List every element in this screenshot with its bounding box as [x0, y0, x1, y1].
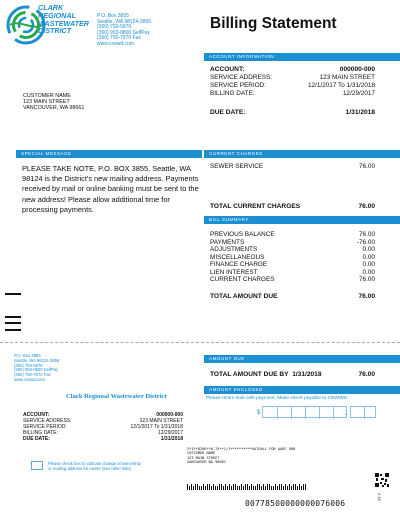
stub-org-name: Clark Regional Wastewater District	[66, 393, 167, 400]
fold-mark	[5, 293, 21, 295]
summary-row: CURRENT CHARGES 76.00	[210, 276, 375, 283]
fold-mark	[5, 316, 21, 318]
scan-line: 00778500000000076006	[245, 499, 346, 508]
bill-summary-header: BILL SUMMARY	[204, 216, 400, 224]
summary-row: PREVIOUS BALANCE 76.00	[210, 231, 375, 238]
service-address: 123 MAIN STREET	[319, 74, 375, 81]
summary-row: LIEN INTEREST 0.00	[210, 268, 375, 276]
postal-barcode-icon	[187, 484, 307, 490]
due-date: 1/31/2018	[345, 109, 375, 116]
summary-row: ADJUSTMENTS 0.00	[210, 246, 375, 253]
account-number: 000000-000	[339, 66, 375, 73]
charge-item: SEWER SERVICE 76.00	[210, 163, 375, 170]
special-message-header: SPECIAL MESSAGE	[16, 150, 202, 158]
ownership-change-checkbox[interactable]	[31, 461, 43, 470]
qr-code	[375, 473, 389, 487]
special-message: PLEASE TAKE NOTE, P.O. BOX 3855, Seattle, WA 98124 is the District's new mailing address. Payments received by mail or online banking must be sent to the new address! Please allow additional time for processing payments.	[22, 164, 199, 214]
qr-code-icon	[375, 473, 389, 487]
decimal-point: .	[345, 410, 347, 417]
fold-mark	[5, 329, 21, 331]
service-period: 12/1/2017 To 1/31/2018	[307, 82, 375, 89]
current-charges-header: CURRENT CHARGES	[204, 150, 400, 158]
amount-due-header: AMOUNT DUE	[204, 355, 400, 363]
org-contact: P.O. Box 3855 Seattle, WA 98124-3855 (360) 750-5876 (360) 993-8800 SelfPay (360) 750-7570 Fax www.crwwd.com	[97, 13, 152, 47]
ownership-change-note: Please check box to indicate change of ownership or mailing address for owner (see other side)	[48, 461, 141, 471]
postal-barcode	[187, 477, 307, 483]
logo-text: CLARK REGIONAL WASTEWATER DISTRICT	[38, 3, 89, 36]
amount-enclosed-header: AMOUNT ENCLOSED	[204, 386, 400, 394]
side-code: 2 15	[377, 493, 382, 501]
customer-address: CUSTOMER NAME 123 MAIN STREET VANCOUVER, WA 98661	[23, 93, 85, 112]
total-amount-due: TOTAL AMOUNT DUE 76.00	[210, 293, 375, 300]
amount-enclosed-field[interactable]	[262, 406, 347, 418]
account-information-header: ACCOUNT INFORMATION	[204, 53, 400, 61]
mailing-address: 2*1**8206**0.74**1/1**********AUTOALL FOR AADC 980 CUSTOMER NAME 123 MAIN STREET VANCOUVER WA 98661	[187, 447, 296, 465]
amount-cents-field[interactable]	[350, 406, 376, 418]
billing-date: 12/29/2017	[343, 90, 375, 97]
currency-symbol: $	[257, 410, 261, 416]
tear-line	[0, 342, 400, 343]
stub-amount-due: TOTAL AMOUNT DUE BY 1/31/2018 76.00	[210, 371, 375, 378]
enclosed-note: Please return stub with payment. Make check payable to CRWWD	[206, 396, 347, 401]
summary-row: FINANCE CHARGE 0.00	[210, 261, 375, 268]
stub-org-contact: P.O. Box 3855 Seattle, WA 98124-3855 (360) 750-5876 (360) 993-8800 SelfPay (360) 750-7570 Fax www.crwwd.com	[14, 353, 60, 382]
summary-row: PAYMENTS -76.00	[210, 238, 375, 246]
fold-mark	[5, 322, 21, 324]
page-title: Billing Statement	[210, 15, 337, 32]
total-current-charges: TOTAL CURRENT CHARGES 76.00	[210, 203, 375, 210]
summary-row: MISCELLANEOUS 0.00	[210, 253, 375, 261]
